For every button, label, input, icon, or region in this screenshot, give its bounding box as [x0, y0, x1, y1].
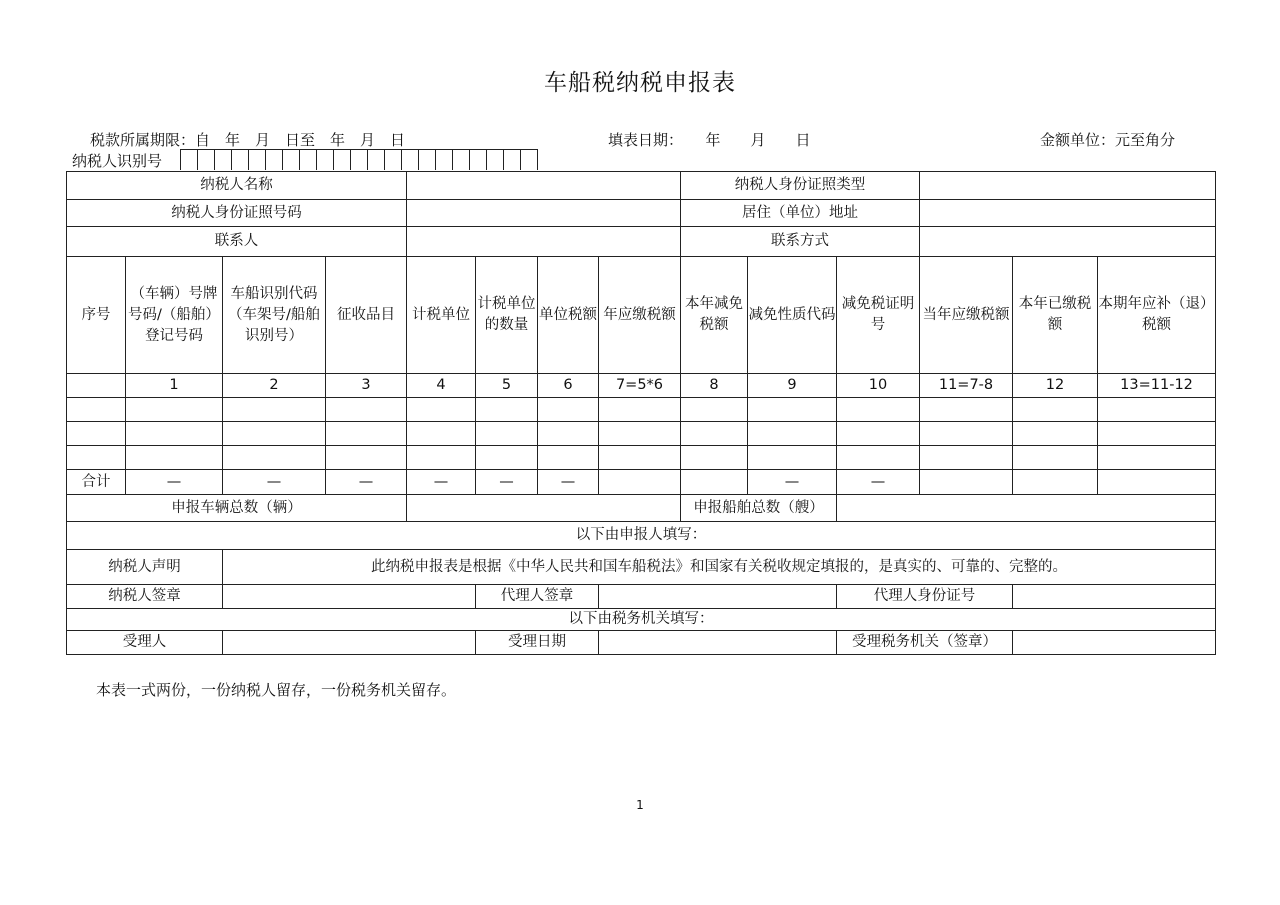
column-number: 13=11-12 — [1098, 374, 1216, 398]
amount-unit: 金额单位：元至角分 — [1040, 131, 1176, 149]
column-header: （车辆）号牌号码/（船舶）登记号码 — [126, 257, 223, 374]
column-number: 7=5*6 — [599, 374, 681, 398]
table-cell[interactable] — [476, 398, 538, 422]
column-number: 11=7-8 — [920, 374, 1013, 398]
id-number-label: 纳税人身份证照号码 — [67, 200, 407, 227]
column-number: 12 — [1013, 374, 1098, 398]
agent-id-field[interactable] — [1013, 585, 1216, 609]
column-number: 4 — [407, 374, 476, 398]
column-header: 车船识别代码（车架号/船舶识别号） — [223, 257, 326, 374]
contact-method-field[interactable] — [920, 227, 1216, 257]
id-type-field[interactable] — [920, 172, 1216, 200]
total-cell[interactable]: — — [407, 470, 476, 495]
taxpayer-name-field[interactable] — [407, 172, 681, 200]
taxpayer-id-digit-box[interactable] — [385, 149, 402, 170]
column-number: 8 — [681, 374, 748, 398]
column-header: 征收品目 — [326, 257, 407, 374]
table-cell[interactable] — [67, 422, 126, 446]
taxpayer-id-digit-box[interactable] — [334, 149, 351, 170]
address-label: 居住（单位）地址 — [681, 200, 920, 227]
table-cell[interactable] — [748, 398, 837, 422]
total-cell[interactable]: — — [837, 470, 920, 495]
agent-sign-label: 代理人签章 — [476, 585, 599, 609]
ship-total-label: 申报船舶总数（艘） — [681, 495, 837, 522]
table-cell[interactable] — [476, 446, 538, 470]
footer-note: 本表一式两份，一份纳税人留存，一份税务机关留存。 — [96, 681, 457, 699]
taxpayer-sign-field[interactable] — [223, 585, 476, 609]
table-cell[interactable] — [681, 422, 748, 446]
table-cell[interactable] — [326, 446, 407, 470]
taxpayer-id-digit-box[interactable] — [317, 149, 334, 170]
column-number: 1 — [126, 374, 223, 398]
taxpayer-name-label: 纳税人名称 — [67, 172, 407, 200]
column-header: 单位税额 — [538, 257, 599, 374]
table-cell[interactable] — [223, 422, 326, 446]
table-cell[interactable] — [920, 446, 1013, 470]
column-header: 减免税证明号 — [837, 257, 920, 374]
receiver-field[interactable] — [223, 631, 476, 655]
id-number-field[interactable] — [407, 200, 681, 227]
column-header: 序号 — [67, 257, 126, 374]
agent-id-label: 代理人身份证号 — [837, 585, 1013, 609]
taxpayer-id-digit-box[interactable] — [266, 149, 283, 170]
total-cell[interactable]: — — [126, 470, 223, 495]
taxpayer-id-digit-box[interactable] — [453, 149, 470, 170]
table-cell[interactable] — [1013, 398, 1098, 422]
table-cell[interactable] — [599, 422, 681, 446]
total-row — [67, 470, 1216, 495]
taxpayer-id-digit-box[interactable] — [487, 149, 504, 170]
taxpayer-id-digit-box[interactable] — [232, 149, 249, 170]
total-cell[interactable]: — — [538, 470, 599, 495]
vehicle-total-field[interactable] — [407, 495, 681, 522]
agent-sign-field[interactable] — [599, 585, 837, 609]
table-cell[interactable] — [67, 446, 126, 470]
table-cell[interactable] — [748, 422, 837, 446]
taxpayer-id-digit-box[interactable] — [351, 149, 368, 170]
column-number-row — [67, 374, 1216, 398]
column-number: 10 — [837, 374, 920, 398]
column-header: 本年减免税额 — [681, 257, 748, 374]
taxpayer-id-digit-box[interactable] — [198, 149, 215, 170]
tax-period: 税款所属期限：自 年 月 日至 年 月 日 — [90, 131, 406, 149]
receive-date-label: 受理日期 — [476, 631, 599, 655]
total-cell[interactable] — [681, 470, 748, 495]
column-number: 2 — [223, 374, 326, 398]
column-header: 年应缴税额 — [599, 257, 681, 374]
taxpayer-id-digit-box[interactable] — [181, 149, 198, 170]
total-cell[interactable]: — — [326, 470, 407, 495]
table-cell[interactable] — [681, 398, 748, 422]
address-field[interactable] — [920, 200, 1216, 227]
statement-text: 此纳税申报表是根据《中华人民共和国车船税法》和国家有关税收规定填报的，是真实的、可靠的、完整的。 — [223, 550, 1216, 585]
tax-office-section-label: 以下由税务机关填写： — [67, 609, 1216, 631]
column-header: 当年应缴税额 — [920, 257, 1013, 374]
taxpayer-id-label: 纳税人识别号 — [72, 152, 163, 170]
table-cell[interactable] — [538, 446, 599, 470]
table-cell[interactable] — [67, 398, 126, 422]
column-number: 3 — [326, 374, 407, 398]
taxpayer-id-digit-box[interactable] — [368, 149, 385, 170]
table-cell[interactable] — [326, 398, 407, 422]
column-header: 计税单位的数量 — [476, 257, 538, 374]
taxpayer-id-digit-box[interactable] — [419, 149, 436, 170]
column-header: 本年已缴税额 — [1013, 257, 1098, 374]
contact-method-label: 联系方式 — [681, 227, 920, 257]
table-cell[interactable] — [126, 422, 223, 446]
table-row — [67, 398, 1216, 422]
table-cell[interactable] — [223, 398, 326, 422]
taxpayer-id-digit-box[interactable] — [300, 149, 317, 170]
column-header: 本期年应补（退）税额 — [1098, 257, 1216, 374]
table-cell[interactable] — [1013, 422, 1098, 446]
receiver-label: 受理人 — [67, 631, 223, 655]
tax-office-field[interactable] — [1013, 631, 1216, 655]
taxpayer-id-boxes[interactable] — [180, 149, 538, 170]
declarant-section-label: 以下由申报人填写： — [67, 522, 1216, 550]
table-cell[interactable] — [1098, 398, 1216, 422]
table-cell[interactable] — [599, 398, 681, 422]
vehicle-total-label: 申报车辆总数（辆） — [67, 495, 407, 522]
page-number: 1 — [636, 798, 644, 812]
receive-date-field[interactable] — [599, 631, 837, 655]
table-cell[interactable] — [538, 398, 599, 422]
total-cell[interactable]: — — [748, 470, 837, 495]
declaration-table — [66, 171, 1216, 655]
taxpayer-id-digit-box[interactable] — [470, 149, 487, 170]
total-cell[interactable]: — — [223, 470, 326, 495]
column-number — [67, 374, 126, 398]
table-cell[interactable] — [126, 398, 223, 422]
fill-date: 填表日期： 年 月 日 — [608, 131, 811, 149]
table-cell[interactable] — [407, 398, 476, 422]
total-cell[interactable]: — — [476, 470, 538, 495]
table-cell[interactable] — [837, 446, 920, 470]
contact-person-label: 联系人 — [67, 227, 407, 257]
tax-office-label: 受理税务机关（签章） — [837, 631, 1013, 655]
table-cell[interactable] — [326, 422, 407, 446]
table-cell[interactable] — [681, 446, 748, 470]
total-cell[interactable] — [599, 470, 681, 495]
table-cell[interactable] — [599, 446, 681, 470]
column-number: 6 — [538, 374, 599, 398]
taxpayer-sign-label: 纳税人签章 — [67, 585, 223, 609]
total-cell[interactable] — [1098, 470, 1216, 495]
total-cell[interactable] — [920, 470, 1013, 495]
table-cell[interactable] — [538, 422, 599, 446]
id-type-label: 纳税人身份证照类型 — [681, 172, 920, 200]
table-row — [67, 422, 1216, 446]
table-cell[interactable] — [748, 446, 837, 470]
taxpayer-id-digit-box[interactable] — [521, 149, 538, 170]
total-label: 合计 — [67, 470, 126, 495]
column-number: 5 — [476, 374, 538, 398]
table-cell[interactable] — [126, 446, 223, 470]
table-cell[interactable] — [920, 398, 1013, 422]
taxpayer-id-digit-box[interactable] — [402, 149, 419, 170]
taxpayer-id-digit-box[interactable] — [436, 149, 453, 170]
table-cell[interactable] — [837, 422, 920, 446]
table-cell[interactable] — [407, 422, 476, 446]
table-row — [67, 446, 1216, 470]
table-cell[interactable] — [1013, 446, 1098, 470]
taxpayer-id-digit-box[interactable] — [504, 149, 521, 170]
table-cell[interactable] — [476, 422, 538, 446]
page-title: 车船税纳税申报表 — [544, 70, 736, 96]
taxpayer-id-digit-box[interactable] — [283, 149, 300, 170]
column-header: 计税单位 — [407, 257, 476, 374]
table-cell[interactable] — [1098, 422, 1216, 446]
table-cell[interactable] — [920, 422, 1013, 446]
column-header-row — [67, 257, 1216, 374]
table-cell[interactable] — [407, 446, 476, 470]
taxpayer-id-digit-box[interactable] — [249, 149, 266, 170]
table-cell[interactable] — [1098, 446, 1216, 470]
contact-person-field[interactable] — [407, 227, 681, 257]
statement-label: 纳税人声明 — [67, 550, 223, 585]
column-number: 9 — [748, 374, 837, 398]
taxpayer-id-digit-box[interactable] — [215, 149, 232, 170]
ship-total-field[interactable] — [837, 495, 1216, 522]
table-cell[interactable] — [837, 398, 920, 422]
column-header: 减免性质代码 — [748, 257, 837, 374]
total-cell[interactable] — [1013, 470, 1098, 495]
table-cell[interactable] — [223, 446, 326, 470]
